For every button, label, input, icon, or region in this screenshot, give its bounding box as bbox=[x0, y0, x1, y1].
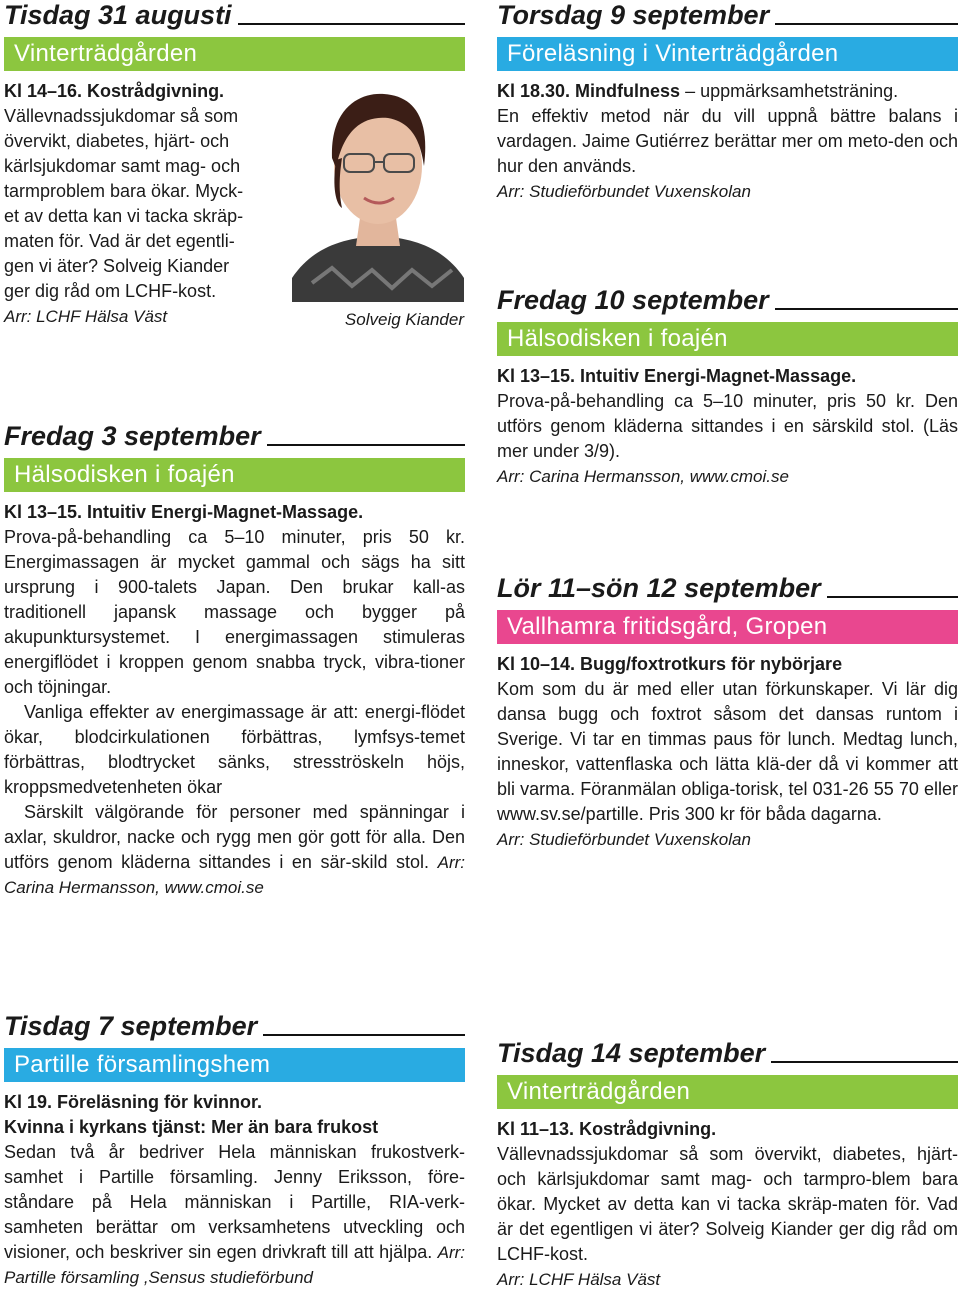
organizer: Arr: Studieförbundet Vuxenskolan bbox=[497, 830, 751, 849]
body-paragraph: Särskilt välgörande för personer med spänningar i axlar, skuldror, nacke och rygg men gör gott för alla. Den utförs genom kläderna sittandes i en sär-skild stol. Arr: Carina Hermansson, www.cmoi.se bbox=[4, 802, 465, 897]
body-line: kärlsjukdomar samt mag- och bbox=[4, 156, 241, 176]
body-line: et av detta kan vi tacka skräp- bbox=[4, 206, 244, 226]
body-paragraph: Kom som du är med eller utan förkunskaper. Vi lär dig dansa bugg och foxtrot såsom det dansas runtom i Sverige. Vi tar en timmas paus för lunch. Medtag lunch, inneskor, vattenflaska och lätta klä-der då vi kommer att bli varma. Föranmälan obliga-torisk, tel 031-26 55 70 eller www.sv.se/partille. Pris 300 kr för båda dagarna. bbox=[497, 679, 958, 824]
venue-bar: Hälsodisken i foajén bbox=[4, 458, 465, 492]
body-line: maten för. Vad är det egentli- bbox=[4, 231, 235, 251]
venue-bar: Vinterträdgården bbox=[497, 1075, 958, 1109]
date-heading: Tisdag 7 september bbox=[4, 1011, 465, 1041]
venue-bar: Föreläsning i Vinterträdgården bbox=[497, 37, 958, 71]
body-paragraph: Vällevnadssjukdomar så som övervikt, diabetes, hjärt- och kärlsjukdomar samt mag- och tarmpro-blem bara ökar. Mycket av detta kan vi tacka skräp-maten för. Vad är det egentligen vi äter? Solveig Kiander ger dig råd om LCHF-kost. bbox=[497, 1144, 958, 1264]
body-line: gen vi äter? Solveig Kiander bbox=[4, 256, 230, 276]
body-line: övervikt, diabetes, hjärt- och bbox=[4, 131, 230, 151]
event-sep-3 bbox=[4, 421, 465, 900]
event-time: Kl 18.30. Mindfulness – uppmärksamhetsträning. bbox=[497, 81, 899, 101]
body-paragraph: En effektiv metod när du vill uppnå bättre balans i vardagen. Jaime Gutiérrez berättar mer om meto-den och hur den används. bbox=[497, 106, 958, 176]
organizer: Arr: Partille församling ,Sensus studieförbund bbox=[4, 1243, 465, 1287]
body-paragraph: Sedan två år bedriver Hela människan frukostverk-samhet i Partille församling. Jenny Eriksson, före-ståndare på Hela människan i Partille, RIA-verk-samheten berättar om verksamhetens utveckling och visioner, och beskriver sin egen drivkraft till att hjälpa. Arr: Partille församling ,Sensus studieförbund bbox=[4, 1142, 465, 1287]
organizer: Arr: Carina Hermansson, www.cmoi.se bbox=[4, 853, 465, 897]
body-line: Vällevnadssjukdomar så som bbox=[4, 106, 239, 126]
event-time: Kl 13–15. Intuitiv Energi-Magnet-Massage. bbox=[497, 366, 857, 386]
event-sep-11-12 bbox=[497, 573, 958, 852]
photo-caption: Solveig Kiander bbox=[344, 310, 464, 329]
date-heading: Torsdag 9 september bbox=[497, 0, 958, 30]
organizer: Arr: LCHF Hälsa Väst bbox=[4, 307, 168, 326]
event-time: Kl 14–16. Kostrådgivning. bbox=[4, 81, 225, 101]
event-title: Kvinna i kyrkans tjänst: Mer än bara frukost bbox=[4, 1117, 379, 1137]
venue-bar: Hälsodisken i foajén bbox=[497, 322, 958, 356]
date-heading: Fredag 10 september bbox=[497, 285, 958, 315]
body-paragraph: Vanliga effekter av energimassage är att: energi-flödet ökar, blodcirkulationen förbättras, lymfsys-temet förbättras, blodtrycket sänks, stresströskeln höjs, kroppsmedvetenheten ökar bbox=[4, 702, 465, 797]
event-time: Kl 11–13. Kostrådgivning. bbox=[497, 1119, 717, 1139]
venue-bar: Vinterträdgården bbox=[4, 37, 465, 71]
event-sep-10 bbox=[497, 285, 958, 489]
body-line: ger dig råd om LCHF-kost. bbox=[4, 281, 217, 301]
event-time: Kl 13–15. Intuitiv Energi-Magnet-Massage. bbox=[4, 502, 364, 522]
event-time: Kl 10–14. Bugg/foxtrotkurs för nybörjare bbox=[497, 654, 843, 674]
venue-bar: Partille församlingshem bbox=[4, 1048, 465, 1082]
date-heading: Lör 11–sön 12 september bbox=[497, 573, 958, 603]
event-sep-14 bbox=[497, 1038, 958, 1292]
body-paragraph: Prova-på-behandling ca 5–10 minuter, pris 50 kr. Den utförs genom kläderna sittandes i en särskild stol. (Läs mer under 3/9). bbox=[497, 391, 958, 461]
date-heading: Fredag 3 september bbox=[4, 421, 465, 451]
organizer: Arr: Studieförbundet Vuxenskolan bbox=[497, 182, 751, 201]
event-sep-7 bbox=[4, 1011, 465, 1290]
event-time: Kl 19. Föreläsning för kvinnor. bbox=[4, 1092, 263, 1112]
venue-bar: Vallhamra fritidsgård, Gropen bbox=[497, 610, 958, 644]
date-heading: Tisdag 31 augusti bbox=[4, 0, 465, 30]
event-sep-9 bbox=[497, 0, 958, 204]
body-line: tarmproblem bara ökar. Myck- bbox=[4, 181, 244, 201]
date-heading: Tisdag 14 september bbox=[497, 1038, 958, 1068]
organizer: Arr: Carina Hermansson, www.cmoi.se bbox=[497, 467, 789, 486]
organizer: Arr: LCHF Hälsa Väst bbox=[497, 1270, 661, 1289]
portrait-photo bbox=[292, 88, 464, 302]
body-paragraph: Prova-på-behandling ca 5–10 minuter, pris 50 kr. Energimassagen är mycket gammal och sägs ha sitt ursprung i 900-talets Japan. Den brukar kall-as traditionell japansk massage och bygger på akupunktursystemet. I energimassagen stimuleras energiflödet i kroppen genom snabba tryck, vibra-tioner och töjningar. bbox=[4, 527, 465, 697]
